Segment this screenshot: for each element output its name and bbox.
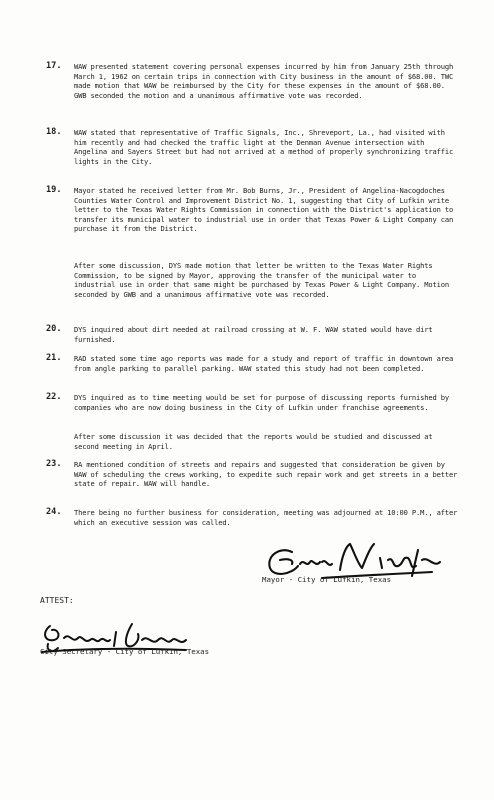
attest-label: ATTEST: xyxy=(40,596,74,605)
item-paragraph: Mayor stated he received letter from Mr. Bob Burns, Jr., President of Angelina-Nacogdoches Counties Water Control and Improvement District No. 1, suggesting that City of Lufkin write letter to the Texas Water Rights Commission in connection with the District's application to transfer its municipal water to industrial use in order that Texas Power & Light Company can purchase it from the District. xyxy=(74,186,454,234)
item-paragraph: RA mentioned condition of streets and repairs and suggested that consideration be given by WAW of scheduling the crews working, to expedite such repair work and get streets in a better state of repair. WAW will handle. xyxy=(74,460,458,489)
mayor-signature-line: Mayor - City of Lufkin, Texas xyxy=(262,575,392,584)
item-number: 19. xyxy=(46,185,62,195)
item-paragraph: DYS inquired about dirt needed at railroad crossing at W. F. WAW stated would have dirt furnished. xyxy=(74,325,433,344)
item-paragraph: DYS inquired as to time meeting would be set for purpose of discussing reports furnished by companies who are now doing business in the City of Lufkin under franchise agreements. xyxy=(74,393,449,412)
item-paragraph: WAW presented statement covering personal expenses incurred by him from January 25th through March 1, 1962 on certain trips in connection with City business in the amount of $68.00. TWC made motion that WAW be reimbursed by the City for these expenses in the amount of $68.00. GWB seconded the motion and a unanimous affirmative vote was recorded. xyxy=(74,62,454,100)
item-number: 18. xyxy=(46,127,62,137)
item-number: 22. xyxy=(46,392,62,402)
item-paragraph: After some discussion it was decided that the reports would be studied and discussed at second meeting in April. xyxy=(74,432,433,451)
item-paragraph: There being no further business for consideration, meeting was adjourned at 10:00 P.M., after which an executive session was called. xyxy=(74,508,458,527)
mayor-signature xyxy=(262,538,452,580)
item-paragraph: After some discussion, DYS made motion that letter be written to the Texas Water Rights Commission, to be signed by Mayor, approving the transfer of the municipal water to industrial use in order that same might be purchased by Texas Power & Light Company. Motion seconded by GWB and a unanimous affirmative vote was recorded. xyxy=(74,261,449,299)
item-number: 24. xyxy=(46,507,62,517)
item-number: 21. xyxy=(46,353,62,363)
item-number: 23. xyxy=(46,459,62,469)
item-paragraph: RAD stated some time ago reports was made for a study and report of traffic in downtown area from angle parking to parallel parking. WAW stated this study had not been completed. xyxy=(74,354,454,373)
item-number: 17. xyxy=(46,61,62,71)
item-paragraph: WAW stated that representative of Traffic Signals, Inc., Shreveport, La., had visited with him recently and had checked the traffic light at the Denman Avenue intersection with Angelina and Sayers Street but had not arrived at a method of properly synchronizing traffic lights in the City. xyxy=(74,128,454,166)
secretary-signature-line: City Secretary - City of Lufkin, Texas xyxy=(40,647,210,656)
item-number: 20. xyxy=(46,324,62,334)
